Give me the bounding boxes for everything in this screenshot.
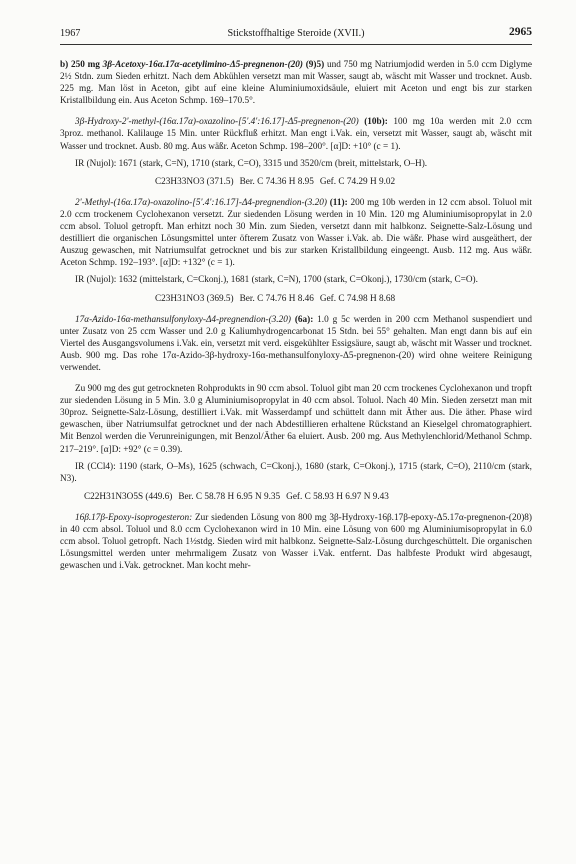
- elemental-analysis: C23H31NO3 (369.5) Ber. C 74.76 H 8.46 Gef. C 74.98 H 8.68: [155, 293, 396, 304]
- running-header: [60, 26, 532, 45]
- paragraph-b-procedure: b) 250 mg 3β-Acetoxy-16α.17α-acetylimino-Δ5-pregnenon-(20) (9)5) und 750 mg Natriumjodid werden in 5.0 ccm Diglyme 2½ Stdn. zum Sieden erhitzt. Nach dem Abkühlen versetzt man mit Wasser, saugt ab, wäscht mit Wasser und trocknet. Ausb. 225 mg. Man löst in Aceton, gibt auf eine kleine Aluminiumoxidsäule, eluiert mit Aceton und engt bis zur starken Kristallbildung ein. Aus Aceton Schmp. 169–170.5°.: [60, 60, 532, 107]
- compound-name: 16β.17β-Epoxy-isoprogesteron:: [75, 512, 193, 523]
- header-year: 1967: [60, 28, 81, 39]
- elemental-analysis: C22H31N3O5S (449.6) Ber. C 58.78 H 6.95 N 9.35 Gef. C 58.93 H 6.97 N 9.43: [84, 491, 389, 502]
- paragraph-6a-synthesis: 17α-Azido-16α-methansulfonyloxy-Δ4-pregnendion-(3.20) (6a): 1.0 g 5c werden in 200 ccm Methanol suspendiert und unter Zusatz von 25 ccm Wasser und 2.0 g Kaliumhydrogencarbonat 15 Stdn. bei 55° gehalten. Man engt dann bis auf ein Viertel des Ausgangsvolumens i.Vak. ein, versetzt mit verd. eisgekühlter Essigsäure, saugt ab, wäscht mit Wasser und trocknet. Ausb. 900 mg. Das rohe 17α-Azido-3β-hydroxy-16α-methansulfonyloxy-Δ5-pregnenon-(20) wird ohne weitere Reinigung verwendet.: [60, 314, 533, 373]
- ir-data: IR (Nujol): 1632 (mittelstark, C=Ckonj.), 1681 (stark, C=N), 1700 (stark, C=Okonj.), 1730/cm (stark, C=O).: [75, 275, 478, 286]
- compound-name: 3β-Hydroxy-2'-methyl-(16α.17α)-oxazolino-[5'.4':16.17]-Δ5-pregnenon-(20): [75, 117, 359, 128]
- ir-data: IR (CCl4): 1190 (stark, O–Ms), 1625 (schwach, C=Ckonj.), 1680 (stark, C=Okonj.), 1715 (stark, C=O), 2110/cm (stark, N3).: [60, 461, 532, 484]
- header-title: Stickstoffhaltige Steroide (XVII.): [227, 28, 365, 39]
- compound-name: 2'-Methyl-(16α.17α)-oxazolino-[5'.4':16.17]-Δ4-pregnendion-(3.20): [75, 197, 327, 208]
- compound-name: 3β-Acetoxy-16α.17α-acetylimino-Δ5-pregnenon-(20): [102, 60, 303, 70]
- paragraph-6a-oxidation: Zu 900 mg des gut getrockneten Rohprodukts in 90 ccm absol. Toluol gibt man 20 ccm trockenes Cyclohexanon und tropft zur siedenden Lösung in 5 Min. 3.0 g Aluminiumisopropylat in 40 ccm absol. Toluol. Nach 40 Min. Sieden zersetzt man mit 30proz. Seignette-Salz-Lösung, destilliert i.Vak. mit Wasserdampf und schüttelt dann mit Äther aus. Die äther. Phase wird gewaschen, über Natriumsulfat getrocknet und der nach Abdestillieren erhaltene Rückstand an Kieselgel chromatographiert. Mit Benzol werden die Verunreinigungen, mit Benzol/Äther 6a eluiert. Ausb. 200 mg. Aus Methylenchlorid/Methanol Schmp. 217–219°. [α]D: +92° (c = 0.39).: [60, 384, 532, 455]
- header-page-number: 2965: [509, 26, 532, 38]
- elemental-analysis: C23H33NO3 (371.5) Ber. C 74.36 H 8.95 Gef. C 74.29 H 9.02: [155, 176, 396, 187]
- paragraph-10b-synthesis: 3β-Hydroxy-2'-methyl-(16α.17α)-oxazolino-[5'.4':16.17]-Δ5-pregnenon-(20) (10b): 100 mg 10a werden mit 2.0 ccm 3proz. methanol. Kalilauge 15 Min. unter Rückfluß erhitzt. Man engt i.Vak. ein, versetzt mit Wasser, saugt ab, wäscht mit Wasser und trocknet. Ausb. 80 mg. Aus wäßr. Aceton Schmp. 198–200°. [α]D: +10° (c = 1).: [60, 117, 532, 152]
- ir-data: IR (Nujol): 1671 (stark, C=N), 1710 (stark, C=O), 3315 und 3520/cm (breit, mittelstark, O–H).: [75, 158, 428, 169]
- paragraph-11-synthesis: 2'-Methyl-(16α.17α)-oxazolino-[5'.4':16.17]-Δ4-pregnendion-(3.20) (11): 200 mg 10b werden in 12 ccm absol. Toluol mit 2.0 ccm trockenem Cyclohexanon versetzt. Zur siedenden Lösung werden in 10 Min. 120 mg Aluminiumisopropylat in 2.0 ccm absol. Toluol getropft. Man erhitzt noch 30 Min. zum Sieden, versetzt dann mit halbkonz. Seignette-Salz-Lösung und destilliert die organischen Lösungsmittel unter öfterem Zusatz von Wasser i.Vak. ab. Die wäßr. Phase wird ausgeäthert, der Auszug gewaschen, mit Natriumsulfat getrocknet und bis zur starken Kristallbildung eingeengt. Ausb. 112 mg. Aus wäßr. Aceton Schmp. 192–193°. [α]D: +132° (c = 1).: [60, 197, 532, 269]
- paragraph-epoxy-synthesis: 16β.17β-Epoxy-isoprogesteron: Zur siedenden Lösung von 800 mg 3β-Hydroxy-16β.17β-epoxy-Δ5.17α-pregnenon-(20)8) in 40 ccm absol. Toluol und 8.0 ccm Cyclohexanon wird in 10 Min. eine Lösung von 600 mg Aluminiumisopropylat in 6.0 ccm absol. Toluol getropft. Nach 1½stdg. Sieden wird mit halbkonz. Seignette-Salz-Lösung durchgeschüttelt. Die organischen Lösungsmittel werden unter mehrmaligem Zusatz von Wasser i.Vak. entfernt. Das halbfeste Produkt wird abgesaugt, gewaschen und i.Vak. getrocknet. Man kocht mehr-: [60, 512, 532, 572]
- compound-name: 17α-Azido-16α-methansulfonyloxy-Δ4-pregnendion-(3.20): [75, 314, 291, 325]
